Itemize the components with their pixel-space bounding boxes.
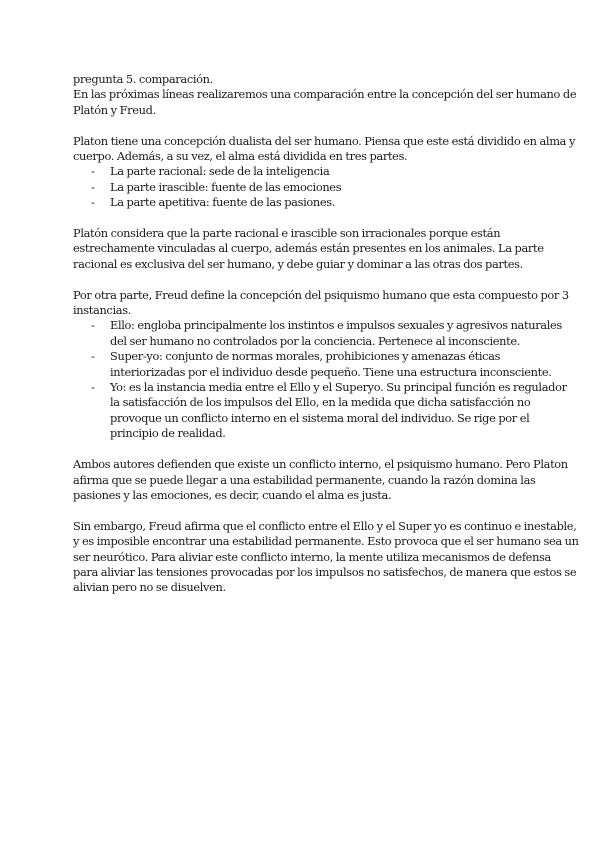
list-item-text: provoque un conflicto interno en el sistema moral del individuo. Se rige por el [110,410,530,425]
freud-instances-list [73,318,567,441]
paragraph-line: Platón y Freud. [73,102,156,117]
paragraph-line: afirma que se puede llegar a una estabilidad permanente, cuando la razón domina las [73,472,536,487]
paragraph-line: estrechamente vinculadas al cuerpo, además están presentes en los animales. La parte [73,241,544,256]
bullet-dash: - [91,318,95,333]
paragraph-line: pasiones y las emociones, es decir, cuando el alma es justa. [73,487,392,502]
bullet-dash: - [91,195,95,210]
list-item-text: Super-yo: conjunto de normas morales, prohibiciones y amenazas éticas [110,349,501,364]
list-item [73,195,535,210]
document-heading: pregunta 5. comparación. [73,72,213,86]
plato-parts-note-paragraph [73,226,544,272]
paragraph-spacer [73,118,535,133]
list-item [73,380,567,442]
list-item [73,180,535,195]
bullet-dash: - [91,380,95,395]
paragraph-line: Ambos autores defienden que existe un conflicto interno, el psiquismo humano. Pero Platon [73,457,568,472]
plato-parts-list [73,164,535,210]
paragraph-spacer [73,272,535,287]
plato-dualism-paragraph [73,133,576,165]
document-page [73,72,579,596]
paragraph-line: y es imposible encontrar una estabilidad permanente. Esto provoca que el ser humano sea un [73,534,579,549]
freud-intro-paragraph [73,287,569,319]
list-item [73,318,562,349]
intro-paragraph [73,87,577,118]
paragraph-line: Platon tiene una concepción dualista del ser humano. Piensa que este está dividido en alma y [73,133,576,148]
bullet-dash: - [91,164,95,179]
paragraph-line: En las próximas líneas realizaremos una comparación entre la concepción del ser humano de [73,87,577,102]
freud-conflict-paragraph [73,518,579,596]
list-item-text: del ser humano no controlados por la conciencia. Pertenece al inconsciente. [110,333,521,348]
both-authors-paragraph [73,457,568,503]
list-item [73,349,552,380]
list-item-text: La parte irascible: fuente de las emociones [110,179,342,194]
paragraph-line: racional es exclusiva del ser humano, y debe guiar y dominar a las otras dos partes. [73,256,523,271]
list-item-text: principio de realidad. [110,426,226,441]
bullet-dash: - [91,349,95,364]
paragraph-spacer [73,442,535,457]
list-item [73,164,535,179]
paragraph-spacer [73,503,535,518]
paragraph-line: para aliviar las tensiones provocadas por los impulsos no satisfechos, de manera que estos se [73,564,577,579]
list-item-text: La parte racional: sede de la inteligencia [110,164,330,179]
paragraph-line: ser neurótico. Para aliviar este conflicto interno, la mente utiliza mecanismos de defensa [73,549,551,564]
list-item-text: interiorizadas por el individuo desde pequeño. Tiene una estructura inconsciente. [110,364,552,379]
list-item-text: Yo: es la instancia media entre el Ello y el Superyo. Su principal función es regulador [110,380,567,395]
paragraph-line: Sin embargo, Freud afirma que el conflicto entre el Ello y el Super yo es continuo e inestable, [73,518,577,533]
paragraph-spacer [73,211,535,226]
paragraph-line: Por otra parte, Freud define la concepción del psiquismo humano que esta compuesto por 3 [73,287,569,302]
paragraph-line: alivian pero no se disuelven. [73,580,226,595]
bullet-dash: - [91,179,95,194]
list-item-text: la satisfacción de los impulsos del Ello, en la medida que dicha satisfacción no [110,395,531,410]
paragraph-line: instancias. [73,303,131,318]
paragraph-line: cuerpo. Además, a su vez, el alma está dividida en tres partes. [73,149,408,164]
list-item-text: Ello: engloba principalmente los instintos e impulsos sexuales y agresivos naturales [110,318,562,333]
list-item-text: La parte apetitiva: fuente de las pasiones. [110,195,336,210]
paragraph-line: Platón considera que la parte racional e irascible son irracionales porque están [73,226,501,241]
